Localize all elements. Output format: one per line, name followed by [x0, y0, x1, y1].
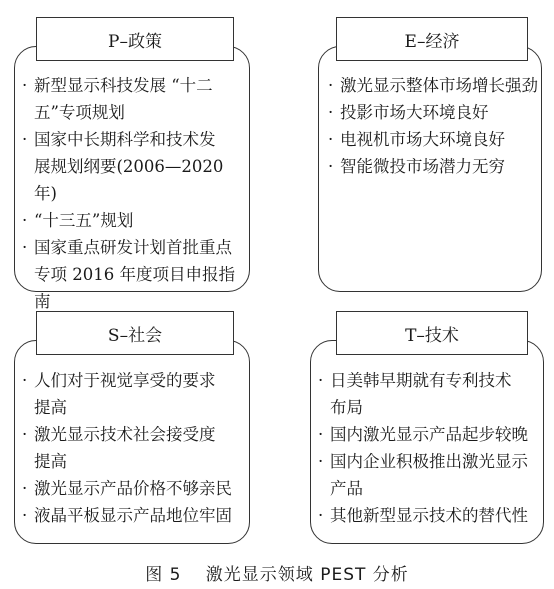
list-item: · 国家重点研发计划首批重点 专项 2016 年度项目申报指南 — [22, 234, 246, 315]
bullet: · — [328, 103, 334, 122]
society-items — [22, 367, 248, 529]
policy-title — [36, 17, 234, 61]
economy-title — [336, 17, 528, 61]
list-item: · 液晶平板显示产品地位牢固 — [22, 502, 248, 529]
bullet: · — [22, 371, 28, 390]
technology-title-text: T–技术 — [405, 325, 459, 346]
list-item: · 日美韩早期就有专利技术 布局 — [318, 367, 542, 421]
figure-caption: 图 5 激光显示领域 PEST 分析 — [145, 565, 409, 585]
list-item: · 激光显示整体市场增长强劲 — [328, 72, 540, 99]
list-item: · 智能微投市场潜力无穷 — [328, 153, 540, 180]
society-title — [36, 311, 234, 355]
bullet: · — [22, 425, 28, 444]
bullet: · — [318, 425, 324, 444]
bullet: · — [318, 371, 324, 390]
technology-items — [318, 367, 542, 529]
list-item: · 电视机市场大环境良好 — [328, 126, 540, 153]
policy-items — [22, 72, 246, 315]
list-item: · “十三五”规划 — [22, 207, 246, 234]
bullet: · — [328, 157, 334, 176]
list-item: · 人们对于视觉享受的要求 提高 — [22, 367, 248, 421]
policy-title-text: P–政策 — [108, 31, 162, 52]
list-item: · 其他新型显示技术的替代性 — [318, 502, 542, 529]
society-title-text: S–社会 — [107, 325, 163, 346]
bullet: · — [22, 211, 28, 230]
bullet: · — [318, 506, 324, 525]
bullet: · — [22, 130, 28, 149]
bullet: · — [22, 238, 28, 257]
economy-items — [328, 72, 540, 180]
economy-title-text: E–经济 — [404, 31, 460, 52]
list-item: · 投影市场大环境良好 — [328, 99, 540, 126]
list-item: · 激光显示产品价格不够亲民 — [22, 475, 248, 502]
bullet: · — [22, 506, 28, 525]
bullet: · — [22, 479, 28, 498]
list-item: · 国内激光显示产品起步较晚 — [318, 421, 542, 448]
technology-title — [336, 311, 528, 355]
bullet: · — [318, 452, 324, 471]
list-item: · 国家中长期科学和技术发 展规划纲要(2006—2020 年) — [22, 126, 246, 207]
list-item: · 激光显示技术社会接受度 提高 — [22, 421, 248, 475]
bullet: · — [328, 76, 334, 95]
list-item: · 新型显示科技发展 “十二 五”专项规划 — [22, 72, 246, 126]
list-item: · 国内企业积极推出激光显示 产品 — [318, 448, 542, 502]
bullet: · — [22, 76, 28, 95]
bullet: · — [328, 130, 334, 149]
